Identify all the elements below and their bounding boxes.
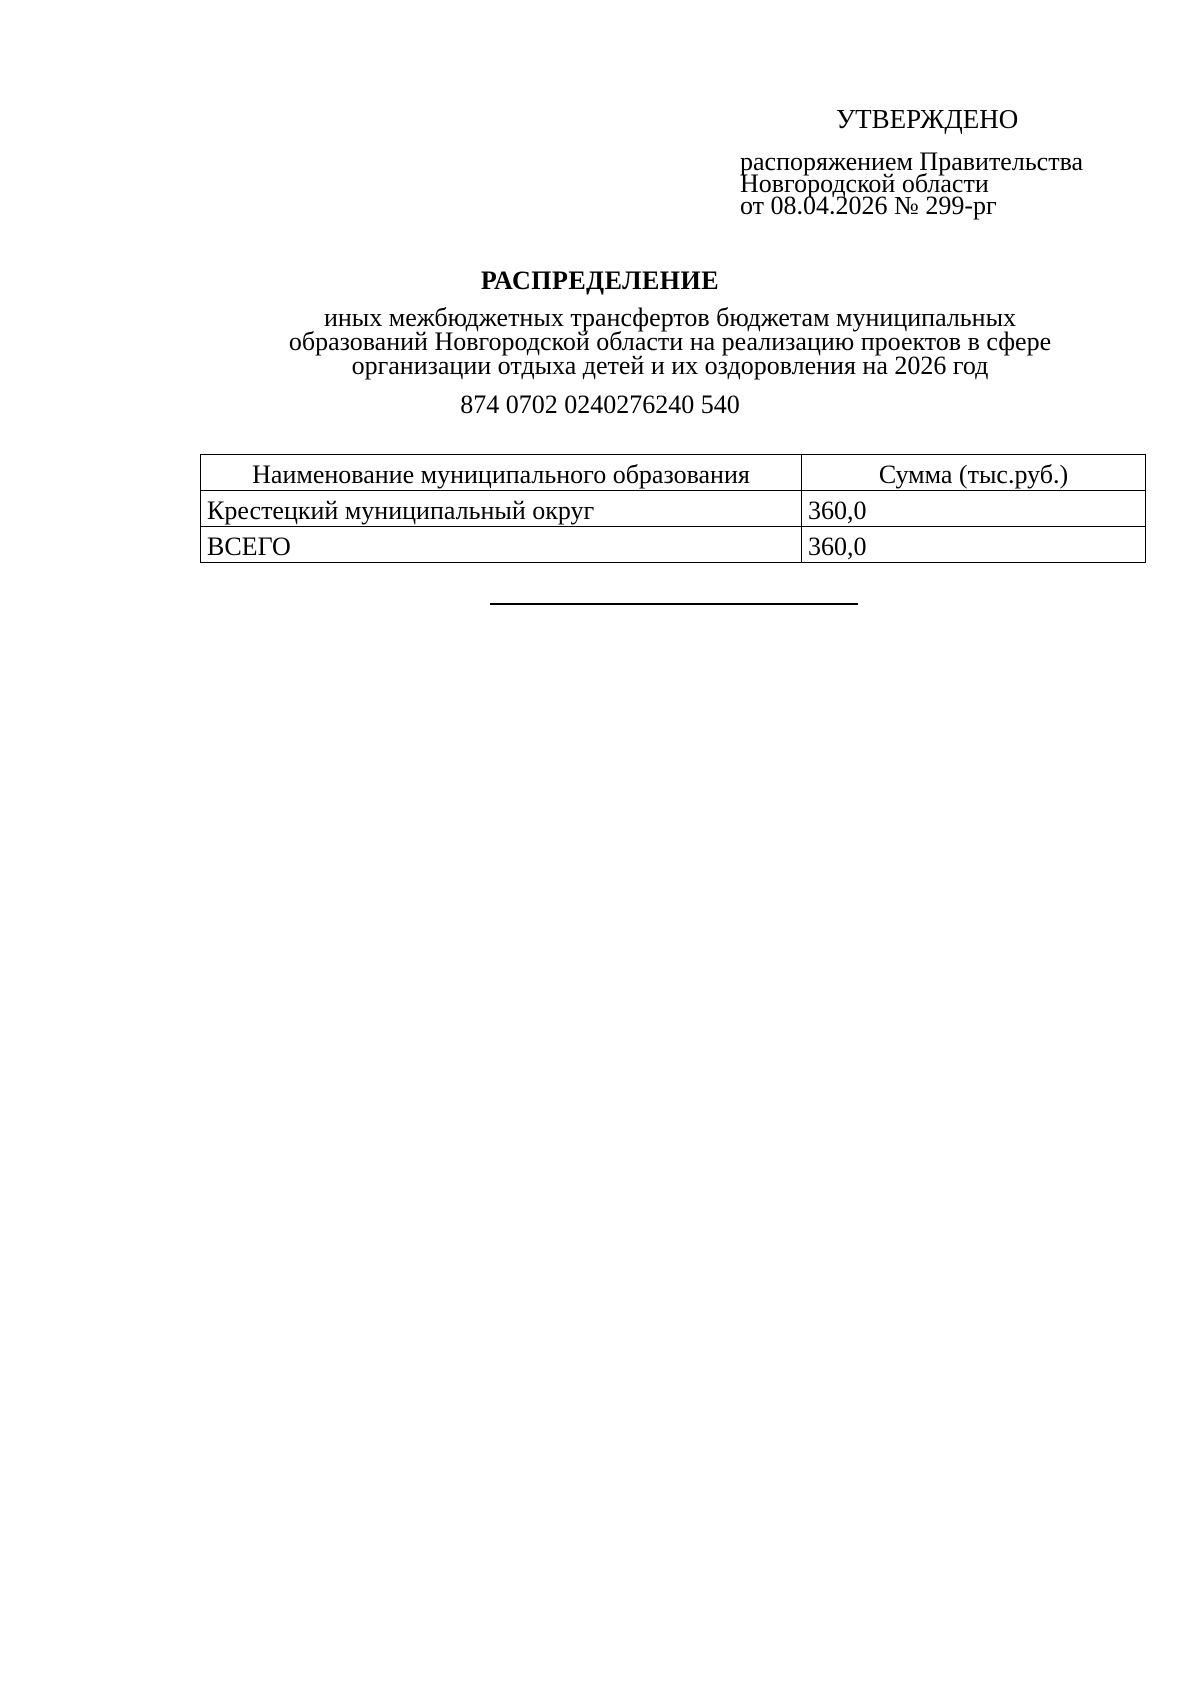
distribution-table — [200, 454, 1146, 563]
closing-rule — [490, 603, 858, 605]
budget-classification-code: 874 0702 0240276240 540 — [460, 390, 740, 419]
cell-amount: 360,0 — [802, 491, 1146, 527]
column-header-amount: Сумма (тыс.руб.) — [802, 455, 1146, 491]
cell-total-amount: 360,0 — [802, 527, 1146, 563]
table-header-row — [201, 455, 1146, 491]
table-row — [201, 491, 1146, 527]
column-header-municipality: Наименование муниципального образования — [201, 455, 802, 491]
cell-municipality: Крестецкий муниципальный округ — [201, 491, 802, 527]
cell-total-label: ВСЕГО — [201, 527, 802, 563]
approval-date-number: от 08.04.2026 № 299-рг — [740, 191, 997, 220]
approval-line: Новгородской области — [740, 169, 989, 198]
document-subtitle — [200, 303, 1140, 380]
table-row-total — [201, 527, 1146, 563]
subtitle-line: организации отдыха детей и их оздоровления на 2026 год — [351, 351, 989, 380]
subtitle-line: иных межбюджетных трансфертов бюджетам муниципальных — [323, 303, 1017, 332]
document-title: РАСПРЕДЕЛЕНИЕ — [480, 266, 720, 295]
approval-line: распоряжением Правительства — [740, 147, 1084, 176]
approval-stamp: УТВЕРЖДЕНО — [836, 104, 1019, 134]
subtitle-line: образований Новгородской области на реализацию проектов в сфере — [288, 327, 1052, 356]
